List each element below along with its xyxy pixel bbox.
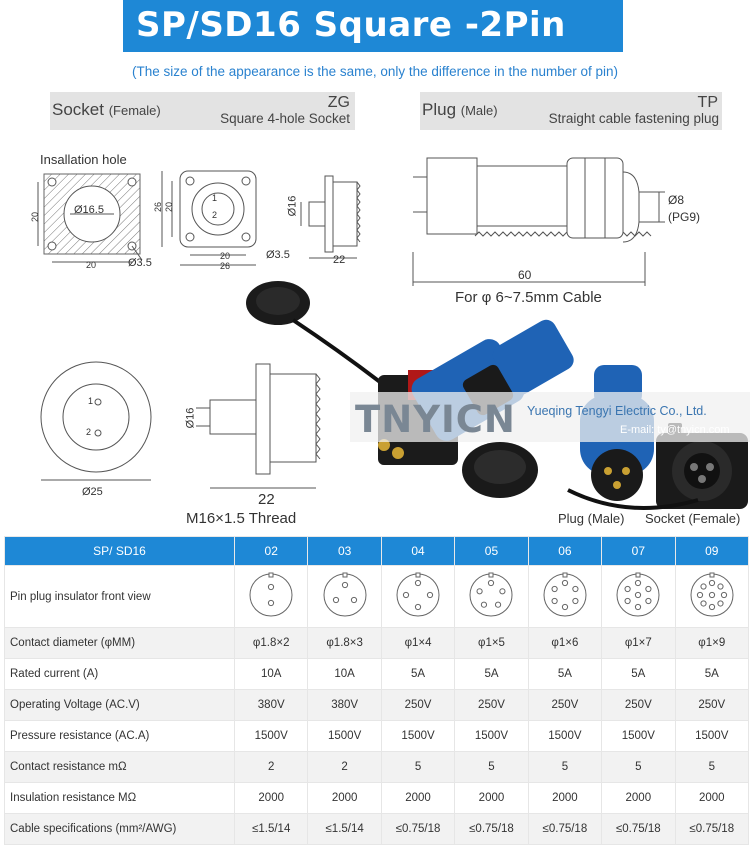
- table-cell: 1500V: [675, 721, 748, 752]
- table-cell: 2000: [675, 783, 748, 814]
- table-cell: 10A: [308, 659, 381, 690]
- socket-pin-2: 2: [212, 210, 218, 220]
- table-cell: ≤0.75/18: [528, 814, 601, 845]
- header-cell: 03: [308, 537, 381, 566]
- section-d16: Ø16: [184, 407, 197, 429]
- socket-desc: Square 4-hole Socket: [220, 111, 350, 126]
- dim-20-d: 20: [164, 201, 175, 213]
- table-row: [5, 690, 749, 721]
- pin-face-icon: [675, 566, 748, 628]
- table-cell: 380V: [308, 690, 381, 721]
- pin-face-icon: [235, 566, 308, 628]
- table-cell: 10A: [235, 659, 308, 690]
- plug-pg9: (PG9): [668, 210, 701, 224]
- row-label: Insulation resistance MΩ: [5, 783, 235, 814]
- pin-face-icon: [602, 566, 675, 628]
- pin-face-icon: [308, 566, 381, 628]
- table-cell: 1500V: [381, 721, 454, 752]
- face-d25: Ø25: [82, 486, 103, 498]
- table-row: [5, 566, 749, 628]
- socket-face-drawing: [38, 355, 158, 485]
- table-cell: 2: [235, 752, 308, 783]
- table-cell: 380V: [235, 690, 308, 721]
- table-cell: 5: [602, 752, 675, 783]
- table-cell: 5A: [381, 659, 454, 690]
- table-cell: 250V: [455, 690, 528, 721]
- table-cell: 5: [528, 752, 601, 783]
- table-cell: 5: [381, 752, 454, 783]
- plug-code: TP: [697, 94, 718, 111]
- table-cell: 2000: [602, 783, 675, 814]
- table-cell: ≤0.75/18: [675, 814, 748, 845]
- table-cell: 250V: [381, 690, 454, 721]
- table-cell: 2000: [528, 783, 601, 814]
- header-cell: 09: [675, 537, 748, 566]
- table-cell: ≤0.75/18: [455, 814, 528, 845]
- header-cell: 06: [528, 537, 601, 566]
- dim-20-a: 20: [86, 260, 97, 270]
- plug-d8: Ø8: [668, 193, 685, 207]
- spec-table: [4, 536, 749, 845]
- row-label: Contact diameter (φMM): [5, 628, 235, 659]
- table-cell: ≤0.75/18: [381, 814, 454, 845]
- pin-face-icon: [455, 566, 528, 628]
- table-cell: 1500V: [602, 721, 675, 752]
- table-cell: 1500V: [455, 721, 528, 752]
- table-cell: 5A: [602, 659, 675, 690]
- table-cell: 1500V: [528, 721, 601, 752]
- dim-26-b: 26: [153, 201, 164, 213]
- header-cell: 07: [602, 537, 675, 566]
- row-label: Contact resistance mΩ: [5, 752, 235, 783]
- screw-diameter-2: Ø3.5: [266, 249, 290, 261]
- header-cell: 02: [235, 537, 308, 566]
- section-dim-22: 22: [258, 491, 275, 508]
- table-cell: ≤0.75/18: [602, 814, 675, 845]
- install-hole-label: Insallation hole: [40, 152, 127, 167]
- socket-pin-1: 1: [212, 193, 218, 203]
- dim-26-a: 26: [220, 261, 231, 271]
- plug-sub: (Male): [460, 103, 498, 118]
- socket-code: ZG: [327, 94, 350, 111]
- dim-22: 22: [333, 254, 346, 266]
- socket-front-drawing: [160, 165, 270, 275]
- table-cell: φ1×9: [675, 628, 748, 659]
- pin-face-icon: [381, 566, 454, 628]
- plug-photo-label: Plug (Male): [558, 511, 625, 526]
- socket-photo-label: Socket (Female): [645, 511, 741, 526]
- table-cell: 250V: [528, 690, 601, 721]
- table-cell: 2: [308, 752, 381, 783]
- table-cell: 250V: [602, 690, 675, 721]
- table-cell: 5A: [675, 659, 748, 690]
- row-label: Rated current (A): [5, 659, 235, 690]
- table-cell: 5A: [455, 659, 528, 690]
- plug-title: [422, 100, 498, 120]
- hole-diameter: Ø16.5: [74, 204, 104, 216]
- header-cell: 05: [455, 537, 528, 566]
- table-cell: 1500V: [308, 721, 381, 752]
- row-label: Cable specifications (mm²/AWG): [5, 814, 235, 845]
- plug-dim-60: 60: [518, 268, 532, 282]
- plug-side-drawing: [405, 152, 670, 287]
- table-row: [5, 628, 749, 659]
- socket-sub: (Female): [108, 103, 161, 118]
- table-cell: φ1.8×3: [308, 628, 381, 659]
- table-cell: φ1×6: [528, 628, 601, 659]
- table-cell: 2000: [455, 783, 528, 814]
- table-cell: ≤1.5/14: [235, 814, 308, 845]
- header-cell: 04: [381, 537, 454, 566]
- face-pin-1: 1: [88, 396, 94, 406]
- table-row: [5, 783, 749, 814]
- row-label: Pin plug insulator front view: [5, 566, 235, 628]
- dim-20-c: 20: [220, 251, 231, 261]
- table-cell: φ1×7: [602, 628, 675, 659]
- table-cell: φ1×4: [381, 628, 454, 659]
- row-label: Operating Voltage (AC.V): [5, 690, 235, 721]
- cable-range: For φ 6~7.5mm Cable: [455, 289, 602, 306]
- watermark-company: Yueqing Tengyi Electric Co., Ltd.: [527, 404, 707, 418]
- table-cell: 2000: [381, 783, 454, 814]
- table-cell: 1500V: [235, 721, 308, 752]
- page-title: SP/SD16 Square -2Pin: [136, 5, 566, 45]
- page-subtitle: (The size of the appearance is the same, only the difference in the number of pin): [131, 64, 619, 79]
- dim-20-b: 20: [30, 211, 41, 223]
- watermark-email: E-mail: ty@tnyicn.com: [620, 424, 730, 436]
- table-cell: 2000: [235, 783, 308, 814]
- table-cell: 5: [675, 752, 748, 783]
- socket-title: [52, 100, 161, 120]
- table-cell: 2000: [308, 783, 381, 814]
- table-cell: φ1×5: [455, 628, 528, 659]
- thread-label: M16×1.5 Thread: [186, 510, 297, 527]
- table-header-row: [5, 537, 749, 566]
- face-pin-2: 2: [86, 427, 92, 437]
- table-cell: φ1.8×2: [235, 628, 308, 659]
- plug-name: Plug: [422, 100, 457, 119]
- table-row: [5, 814, 749, 845]
- pin-face-icon: [528, 566, 601, 628]
- table-cell: ≤1.5/14: [308, 814, 381, 845]
- table-row: [5, 752, 749, 783]
- header-cell: SP/ SD16: [5, 537, 235, 566]
- row-label: Pressure resistance (AC.A): [5, 721, 235, 752]
- table-row: [5, 721, 749, 752]
- watermark-logo: TNYICN: [355, 398, 516, 441]
- table-cell: 250V: [675, 690, 748, 721]
- plug-desc: Straight cable fastening plug: [548, 111, 719, 126]
- table-cell: 5: [455, 752, 528, 783]
- table-cell: 5A: [528, 659, 601, 690]
- screw-diameter: Ø3.5: [128, 257, 152, 269]
- socket-d16: Ø16: [286, 195, 299, 217]
- socket-name: Socket: [52, 100, 104, 119]
- table-row: [5, 659, 749, 690]
